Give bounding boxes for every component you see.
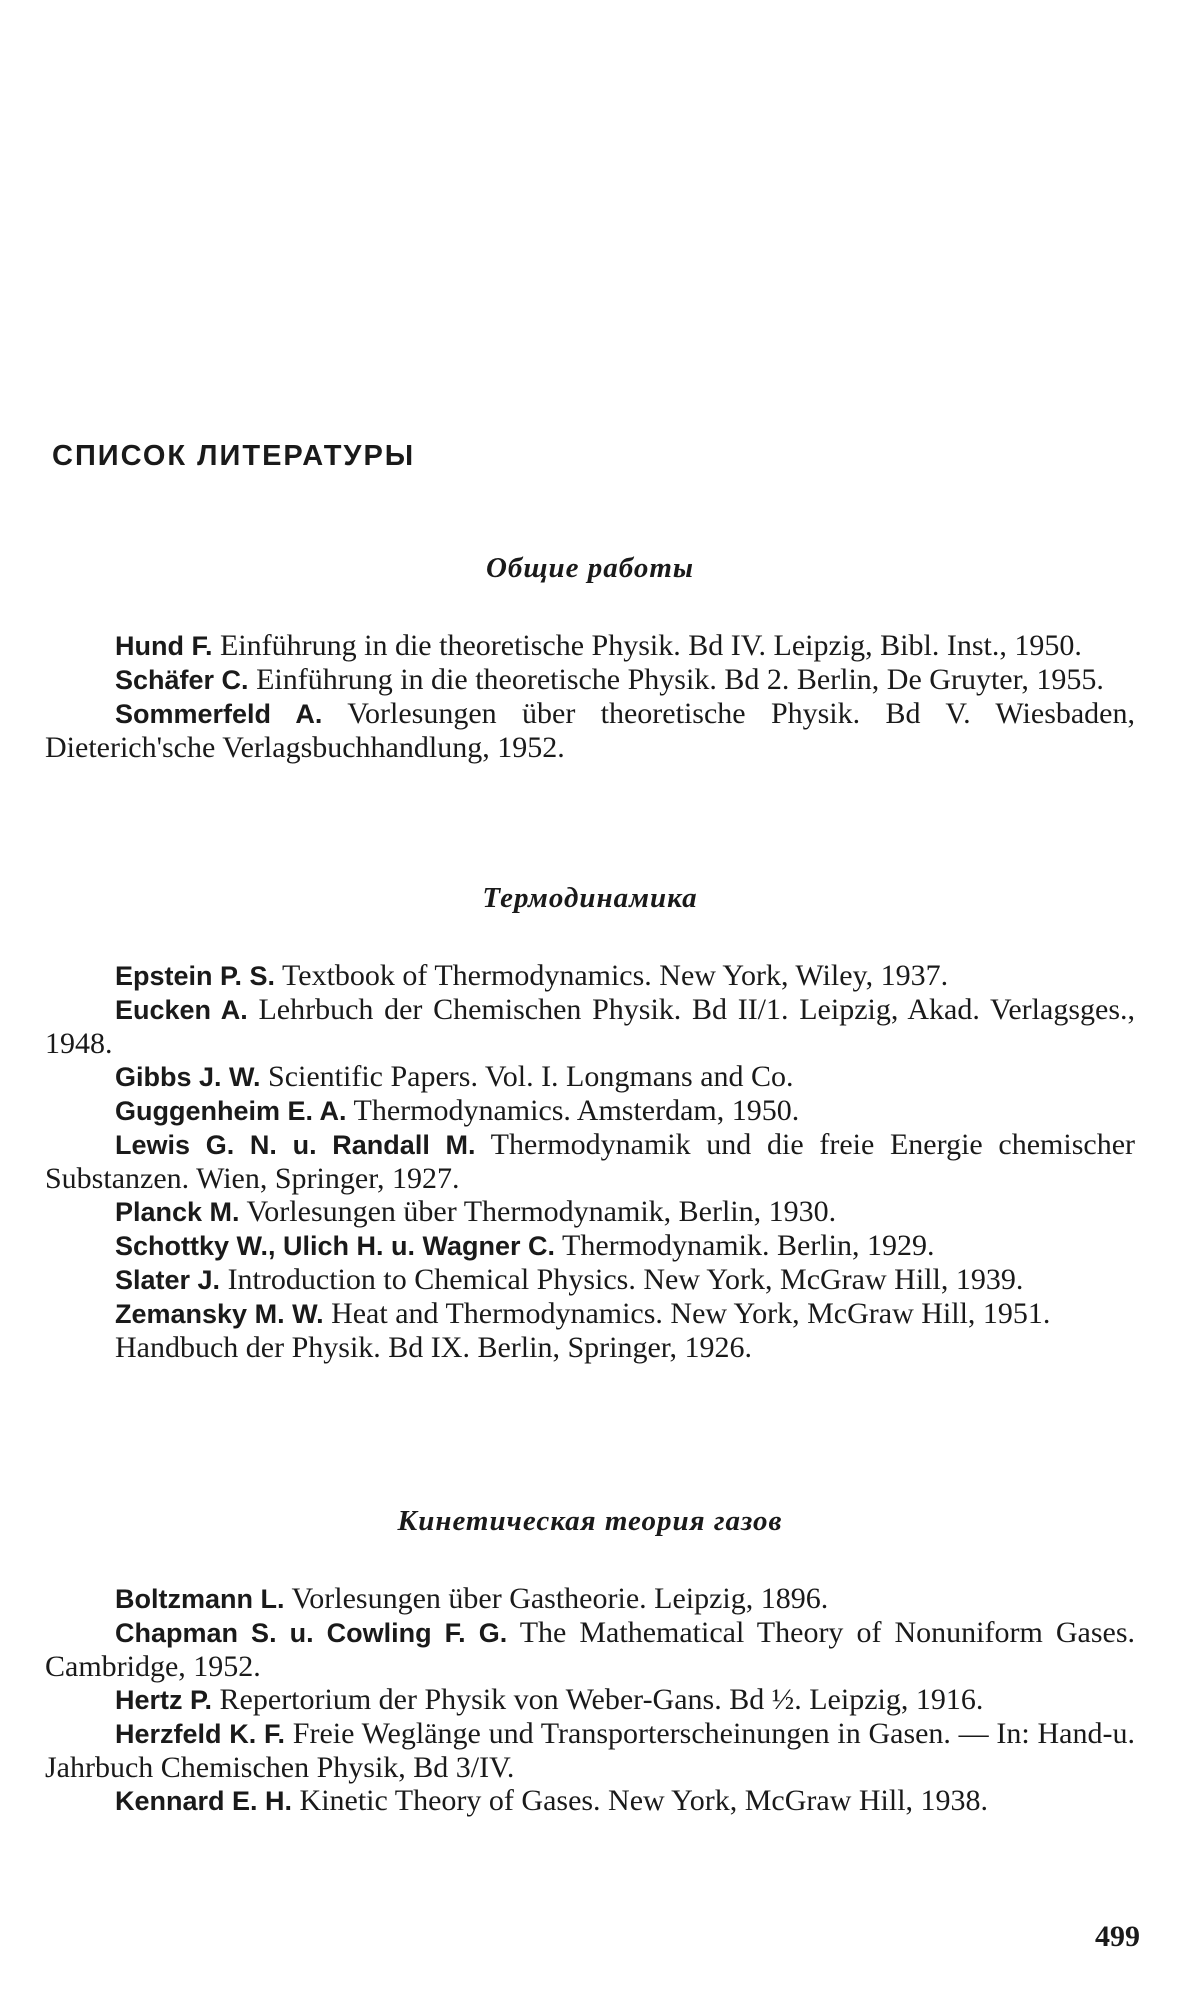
entry-text: Vorlesungen über theoretische Physik. Bd V. Wiesbaden, Dieterich'sche Verlagsbuchhandlung, 1952. xyxy=(45,697,1135,764)
entry-text: Thermodynamics. Amsterdam, 1950. xyxy=(346,1094,800,1127)
entry-author: Slater J. xyxy=(115,1265,221,1295)
bibliography-entry xyxy=(45,663,1135,697)
bibliography-entry xyxy=(45,697,1135,764)
entry-text: Thermodynamik. Berlin, 1929. xyxy=(555,1229,935,1262)
entry-author: Eucken A. xyxy=(115,995,248,1025)
bibliography-entry xyxy=(45,1229,1135,1263)
entry-author: Hund F. xyxy=(115,631,213,661)
section-heading: Термодинамика xyxy=(482,882,698,914)
entry-author: Chapman S. u. Cowling F. G. xyxy=(115,1618,508,1648)
bibliography-entry xyxy=(45,1128,1135,1195)
entry-author: Lewis G. N. u. Randall M. xyxy=(115,1130,476,1160)
bibliography-entry xyxy=(45,959,1135,993)
bibliography-entry xyxy=(45,1331,1135,1365)
entry-author: Kennard E. H. xyxy=(115,1786,293,1816)
bibliography-entry xyxy=(45,1060,1135,1094)
entry-author: Epstein P. S. xyxy=(115,961,276,991)
bibliography-entry xyxy=(45,1094,1135,1128)
entry-text: Heat and Thermodynamics. New York, McGraw Hill, 1951. xyxy=(323,1297,1051,1330)
section-thermodynamics xyxy=(45,882,1135,1365)
bibliography-entry xyxy=(45,1784,1135,1818)
entry-author: Hertz P. xyxy=(115,1685,213,1715)
bibliography-entry xyxy=(45,1683,1135,1717)
entry-author: Gibbs J. W. xyxy=(115,1062,261,1092)
entry-text: Vorlesungen über Thermodynamik, Berlin, 1930. xyxy=(239,1195,837,1228)
section-kinetic-theory xyxy=(45,1505,1135,1818)
entry-text: Freie Weglänge und Transporterscheinungen in Gasen. — In: Hand-u. Jahrbuch Chemischen Physik, Bd 3/IV. xyxy=(45,1717,1135,1784)
bibliography-entry xyxy=(45,1263,1135,1297)
entry-text: Kinetic Theory of Gases. New York, McGraw Hill, 1938. xyxy=(292,1784,989,1817)
bibliography-entry xyxy=(45,1717,1135,1784)
entry-author: Schottky W., Ulich H. u. Wagner C. xyxy=(115,1231,556,1261)
bibliography-entry xyxy=(45,1616,1135,1683)
entry-text: Textbook of Thermodynamics. New York, Wiley, 1937. xyxy=(275,959,949,992)
entry-author: Zemansky M. W. xyxy=(115,1299,324,1329)
entry-text: Einführung in die theoretische Physik. Bd 2. Berlin, De Gruyter, 1955. xyxy=(248,663,1104,696)
section-general-works xyxy=(45,552,1135,764)
page-title: СПИСОК ЛИТЕРАТУРЫ xyxy=(52,440,416,472)
bibliography-entry xyxy=(45,629,1135,663)
bibliography-entry xyxy=(45,993,1135,1060)
entry-text: Introduction to Chemical Physics. New York, McGraw Hill, 1939. xyxy=(220,1263,1024,1296)
entry-author: Herzfeld K. F. xyxy=(115,1719,286,1749)
entry-author: Guggenheim E. A. xyxy=(115,1096,347,1126)
entry-author: Planck M. xyxy=(115,1197,240,1227)
entry-text: Lehrbuch der Chemischen Physik. Bd II/1. Leipzig, Akad. Verlagsges., 1948. xyxy=(45,993,1135,1060)
entry-text: Vorlesungen über Gastheorie. Leipzig, 1896. xyxy=(284,1582,829,1615)
entry-text: Thermodynamik und die freie Energie chemischer Substanzen. Wien, Springer, 1927. xyxy=(45,1128,1136,1195)
bibliography-entry xyxy=(45,1582,1135,1616)
bibliography-entry xyxy=(45,1297,1135,1331)
entry-text: Scientific Papers. Vol. I. Longmans and Co. xyxy=(260,1060,794,1093)
entry-text: Einführung in die theoretische Physik. Bd IV. Leipzig, Bibl. Inst., 1950. xyxy=(212,629,1082,662)
entry-text: Repertorium der Physik von Weber-Gans. Bd ½. Leipzig, 1916. xyxy=(212,1683,984,1716)
page-number: 499 xyxy=(1095,1920,1140,1953)
entry-author: Schäfer C. xyxy=(115,665,249,695)
entry-author: Sommerfeld A. xyxy=(115,699,323,729)
bibliography-entry xyxy=(45,1195,1135,1229)
section-heading: Общие работы xyxy=(485,552,695,584)
entry-author: Boltzmann L. xyxy=(115,1584,285,1614)
entry-text: Handbuch der Physik. Bd IX. Berlin, Springer, 1926. xyxy=(115,1331,753,1364)
entry-text: The Mathematical Theory of Nonuniform Gases. Cambridge, 1952. xyxy=(45,1616,1135,1683)
section-heading: Кинетическая теория газов xyxy=(397,1505,783,1537)
